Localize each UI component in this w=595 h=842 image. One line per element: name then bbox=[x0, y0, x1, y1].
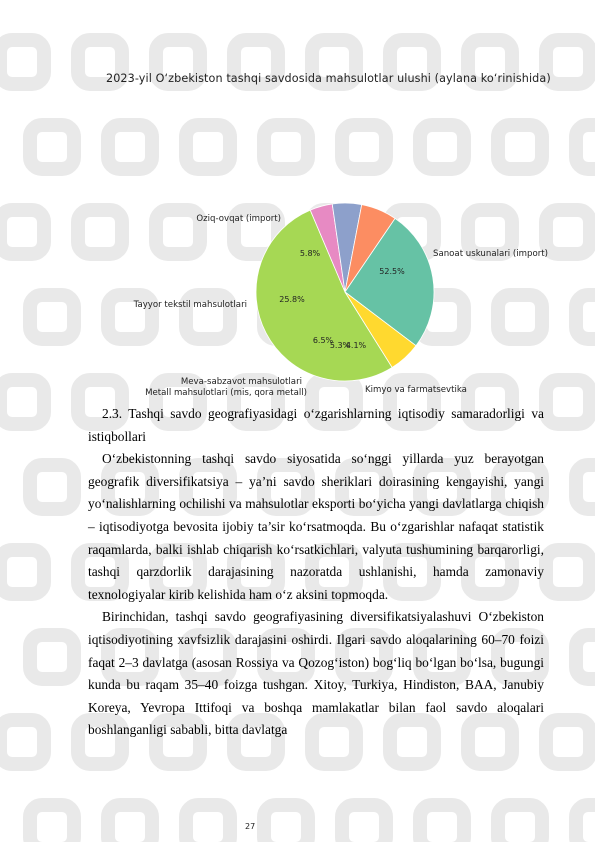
slice-percent-label: 5.8% bbox=[299, 249, 321, 258]
watermark-glyph bbox=[546, 720, 590, 764]
watermark-glyph bbox=[108, 805, 152, 842]
slice-category-label: Oziq-ovqat (import) bbox=[196, 214, 281, 224]
page-number: 27 bbox=[245, 822, 256, 831]
paragraph-1: O‘zbekistonning tashqi savdo siyosatida so‘nggi yillarda yuz berayotgan geografik diversifikatsiya – ya’ni savdo sheriklari doirasining kengayishi, yangi yo‘nalishlarning ochilishi va mahsulotlar eksporti bo‘yicha yangi davlatlarga chiqish – iqtisodiyotga bevosita ijobiy ta’sir ko‘rsatmoqda. Bu o‘zgarishlar nafaqat statistik raqamlarda, balki ishlab chiqarish ko‘rsatkichlari, valyuta tushumining barqarorligi, tashqi qarzdorlik darajasining nazoratda ushlanishi, hamda zamonaviy texnologiyalar kirib kelishida ham o‘z aksini topmoqda. bbox=[88, 451, 544, 602]
slice-percent-label: 25.8% bbox=[279, 295, 305, 304]
paragraph-2: Birinchidan, tashqi savdo geografiyasining diversifikatsiyalashuvi O‘zbekiston iqtisodiyotining xavfsizlik darajasini oshirdi. Ilgari savdo aloqalarining 60–70 foizi faqat 2–3 davlatga (asosan Rossiya va Qozog‘iston) bog‘liq bo‘lgan bo‘lsa, bugungi kunda bu raqam 35–40 foizga tushgan. Xitoy, Turkiya, Hindiston, BAA, Janubiy Koreya, Yevropa Ittifoqi va boshqa mamlakatlar bilan faol savdo aloqalari boshlanganligi sababli, bitta davlatga bbox=[88, 609, 544, 738]
slice-category-label: Metall mahsulotlari (mis, qora metall) bbox=[145, 388, 307, 398]
slice-percent-label: 52.5% bbox=[379, 267, 405, 276]
watermark-glyph bbox=[30, 635, 74, 679]
watermark-glyph bbox=[576, 805, 595, 842]
watermark-glyph bbox=[0, 720, 44, 764]
slice-category-label: Meva-sabzavot mahsulotlari bbox=[180, 377, 302, 387]
watermark-glyph bbox=[576, 635, 595, 679]
watermark-glyph bbox=[186, 805, 230, 842]
slice-category-label: Kimyo va farmatsevtika bbox=[365, 385, 467, 395]
document-body bbox=[88, 403, 544, 742]
pie-chart bbox=[0, 60, 595, 405]
watermark-glyph bbox=[546, 550, 590, 594]
slice-percent-label: 4.1% bbox=[345, 341, 367, 350]
watermark-glyph bbox=[342, 805, 386, 842]
chart-title: 2023-yil O‘zbekiston tashqi savdosida mahsulotlar ulushi (aylana ko‘rinishida) bbox=[106, 72, 551, 85]
watermark-glyph bbox=[264, 805, 308, 842]
watermark-glyph bbox=[30, 805, 74, 842]
watermark-glyph bbox=[576, 465, 595, 509]
slice-category-label: Tayyor tekstil mahsulotlari bbox=[133, 300, 247, 310]
watermark-glyph bbox=[30, 465, 74, 509]
watermark-glyph bbox=[0, 550, 44, 594]
watermark-glyph bbox=[498, 805, 542, 842]
slice-category-label: Sanoat uskunalari (import) bbox=[433, 249, 548, 259]
watermark-glyph bbox=[420, 805, 464, 842]
slice-percent-label: 5.3% bbox=[329, 341, 351, 350]
section-heading: 2.3. Tashqi savdo geografiyasidagi o‘zgarishlarning iqtisodiy samaradorligi va istiqbollari bbox=[88, 406, 544, 444]
slice-percent-label: 6.5% bbox=[312, 336, 334, 345]
